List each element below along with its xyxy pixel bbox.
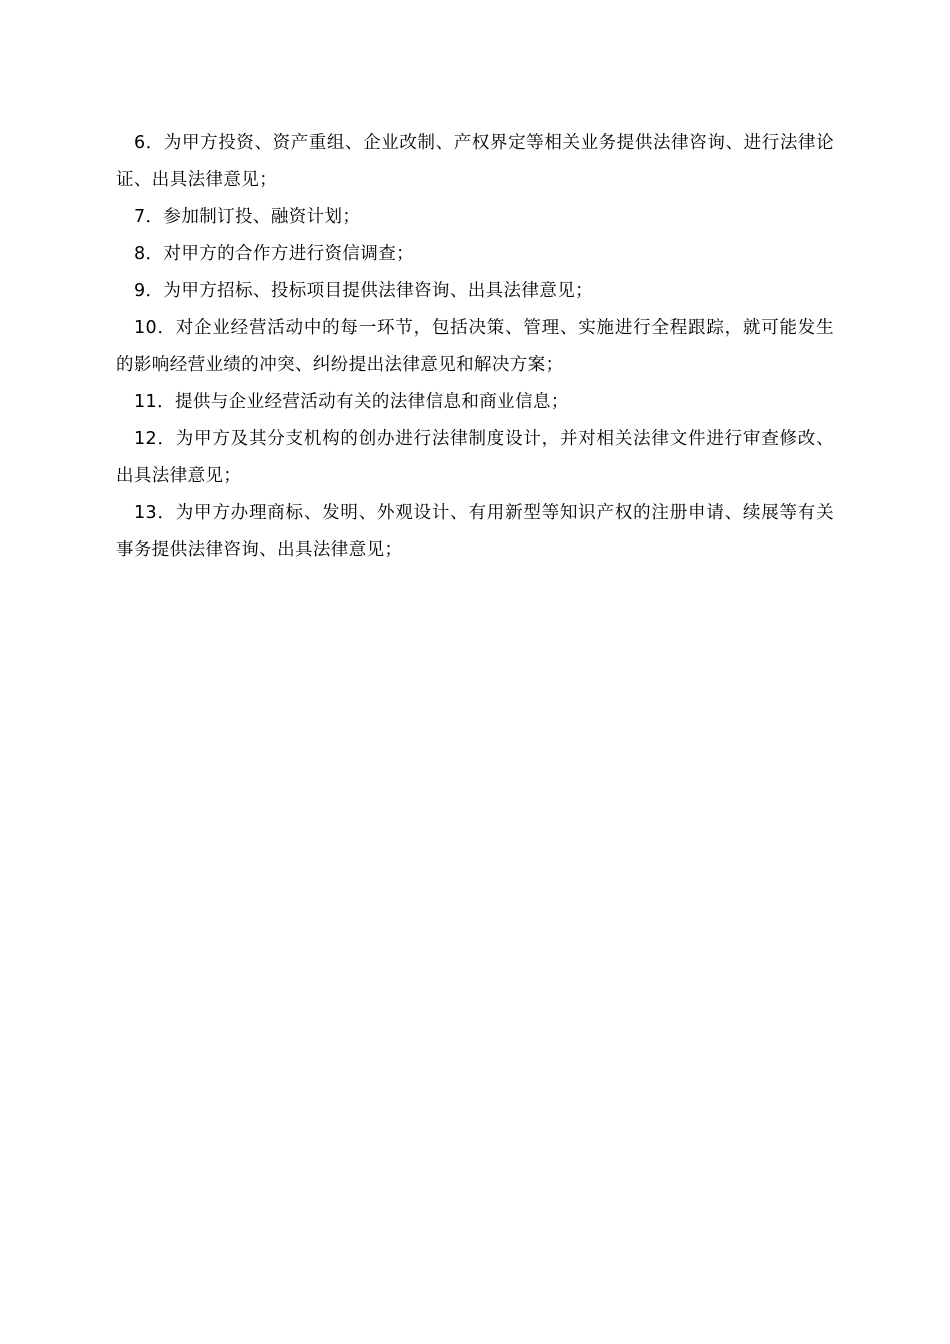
list-item-13: 13．为甲方办理商标、发明、外观设计、有用新型等知识产权的注册申请、续展等有关事务提供法律咨询、出具法律意见； <box>116 503 834 560</box>
document-body <box>116 125 834 569</box>
list-item-11: 11．提供与企业经营活动有关的法律信息和商业信息； <box>134 392 569 412</box>
list-item-6: 6．为甲方投资、资产重组、企业改制、产权界定等相关业务提供法律咨询、进行法律论证、出具法律意见； <box>116 133 834 190</box>
list-item-7: 7．参加制订投、融资计划； <box>134 207 361 227</box>
list-item-8: 8．对甲方的合作方进行资信调查； <box>134 244 415 264</box>
list-item-10: 10．对企业经营活动中的每一环节，包括决策、管理、实施进行全程跟踪，就可能发生的影响经营业绩的冲突、纠纷提出法律意见和解决方案； <box>116 318 834 375</box>
list-item-12: 12．为甲方及其分支机构的创办进行法律制度设计，并对相关法律文件进行审查修改、出具法律意见； <box>116 429 834 486</box>
list-item-9: 9．为甲方招标、投标项目提供法律咨询、出具法律意见； <box>134 281 594 301</box>
